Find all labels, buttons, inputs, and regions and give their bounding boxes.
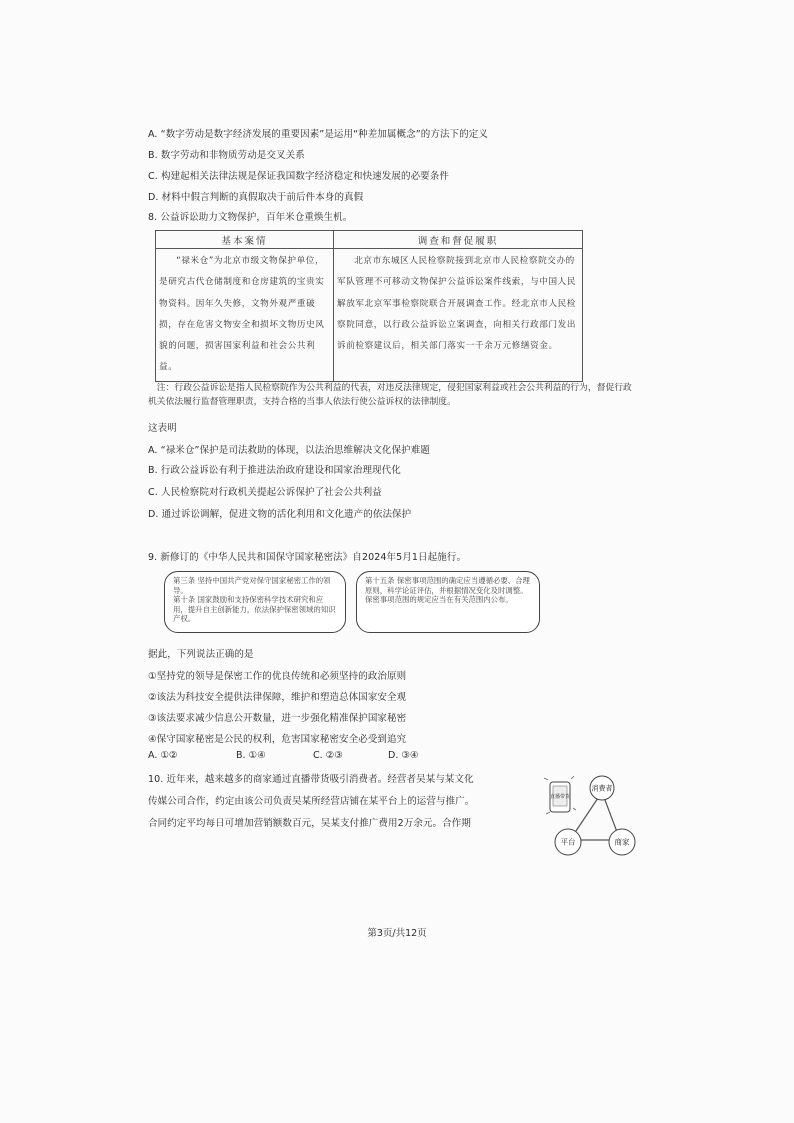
- diagram-top-label: 消费者: [591, 784, 613, 793]
- phone-illustration: [544, 776, 576, 814]
- q9-stem: 9. 新修订的《中华人民共和国保守国家秘密法》自2024年5月1日起施行。: [148, 552, 467, 563]
- q9-statement-3: ③该法要求减少信息公开数量，进一步强化精准保护国家秘密: [148, 713, 407, 724]
- q8-lead: 这表明: [148, 423, 177, 434]
- q9-option-c: C. ②③: [313, 750, 343, 761]
- q7-option-b: B. 数字劳动和非物质劳动是交叉关系: [148, 150, 305, 161]
- q9-statement-1: ①坚持党的领导是保密工作的优良传统和必须坚持的政治原则: [148, 671, 407, 682]
- q9-statement-4: ④保守国家秘密是公民的权利，危害国家秘密安全必受到追究: [148, 734, 407, 745]
- q9-statement-2: ②该法为科技安全提供法律保障，维护和塑造总体国家安全观: [148, 692, 407, 703]
- diagram-center-label: 直播带货: [549, 794, 571, 800]
- q8-option-a: A. “禄米仓”保护是司法救助的体现，以法治思维解决文化保护难题: [148, 445, 430, 456]
- q10-line-3: 合同约定平均每日可增加营销额数百元，吴某支付推广费用2万余元。合作期: [148, 818, 471, 829]
- q9-law-box-left: 第三条 坚持中国共产党对保守国家秘密工作的领导。 第十条 国家鼓励和支持保密科学技术研究和应用，提升自主创新能力，依法保护保密领域的知识产权。: [164, 571, 346, 633]
- q7-option-a: A. “数字劳动是数字经济发展的重要因素”是运用“种差加属概念”的方法下的定义: [148, 129, 488, 140]
- q8-note: 注：行政公益诉讼是指人民检察院作为公共利益的代表，对违反法律规定，侵犯国家利益或社会公共利益的行为，督促行政机关依法履行监督管理职责，支持合格的当事人依法行使公益诉权的法律制度。: [148, 383, 632, 407]
- diagram-left-label: 平台: [560, 837, 576, 847]
- table-header-basic-facts: 基本案情: [156, 231, 334, 249]
- q8-option-c: C. 人民检察院对行政机关提起公诉保护了社会公共利益: [148, 487, 382, 498]
- diagram-right-label: 商家: [614, 837, 630, 847]
- q9-option-a: A. ①②: [148, 750, 178, 761]
- q9-option-d: D. ③④: [388, 750, 419, 761]
- q8-option-d: D. 通过诉讼调解，促进文物的活化利用和文化遗产的依法保护: [148, 509, 412, 520]
- q9-lead: 据此，下列说法正确的是: [148, 649, 254, 660]
- q9-law-box-right: 第十五条 保密事项范围的确定应当遵循必要、合理原则，科学论证评估，并根据情况变化及时调整。保密事项范围的规定应当在有关范围内公布。: [356, 571, 540, 633]
- page-number: 第3页/共12页: [367, 928, 427, 939]
- q10-line-2: 传媒公司合作，约定由该公司负责吴某所经营店铺在某平台上的运营与推广。: [148, 796, 475, 807]
- q7-option-d: D. 材料中假言判断的真假取决于前后件本身的真假: [148, 192, 364, 203]
- q10-line-1: 10. 近年来，越来越多的商家通过直播带货吸引消费者。经营者吴某与某文化: [148, 774, 474, 785]
- q8-option-b: B. 行政公益诉讼有利于推进法治政府建设和国家治理现代化: [148, 465, 401, 476]
- livestream-diagram: [540, 770, 650, 860]
- q8-stem: 8. 公益诉讼助力文物保护，百年米仓重焕生机。: [148, 212, 353, 223]
- q8-case-table: [155, 230, 583, 382]
- q9-option-b: B. ①④: [236, 750, 266, 761]
- table-header-investigation: 调查和督促履职: [334, 231, 583, 249]
- q7-option-c: C. 构建起相关法律法规是保证我国数字经济稳定和快速发展的必要条件: [148, 171, 449, 182]
- table-cell-investigation: 北京市东城区人民检察院接到北京市人民检察院交办的军队管理不可移动文物保护公益诉讼案件线索，与中国人民解放军北京军事检察院联合开展调查工作。经北京市人民检察院同意，以行政公益诉讼立案调查，向相关行政部门发出诉前检察建议后，相关部门落实一千余万元修缮资金。: [334, 249, 583, 382]
- table-cell-basic-facts: “禄米仓”为北京市级文物保护单位，是研究古代仓储制度和仓房建筑的宝贵实物资料。因年久失修，文物外观严重破损，存在危害文物安全和损坏文物历史风貌的问题，损害国家利益和社会公共利益。: [156, 249, 334, 382]
